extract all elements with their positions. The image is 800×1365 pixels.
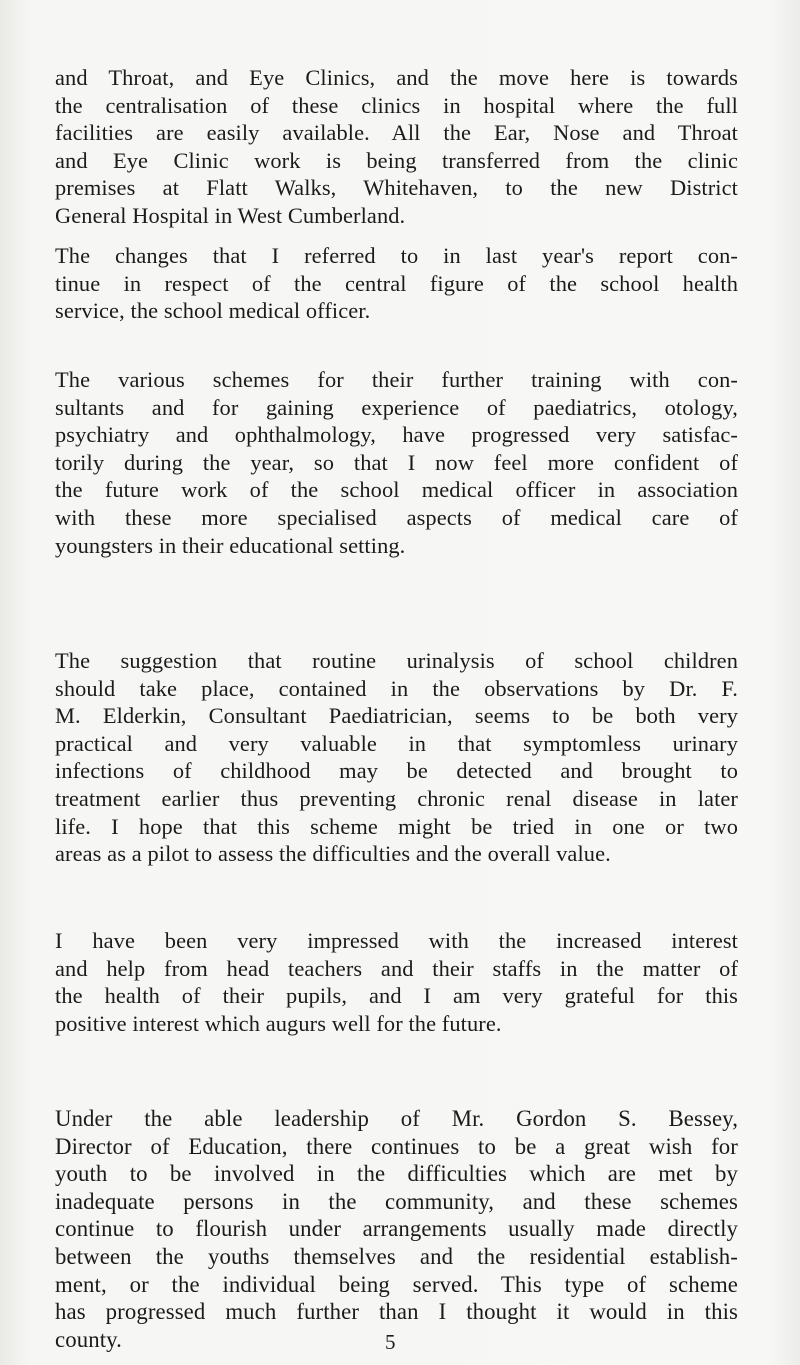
- text-line: torily during the year, so that I now feel more confident of: [55, 449, 738, 475]
- text-line: continue to flourish under arrangements usually made directly: [55, 1216, 738, 1242]
- text-line: the future work of the school medical officer in association: [55, 477, 738, 503]
- text-line: positive interest which augurs well for the future.: [55, 1010, 502, 1036]
- paragraph-head-teachers: [55, 927, 738, 1037]
- text-line: sultants and for gaining experience of paediatrics, otology,: [55, 394, 738, 420]
- paragraph-school-medical-officer: [55, 242, 738, 325]
- text-line: Director of Education, there continues to be a great wish for: [55, 1133, 738, 1159]
- page-number: 5: [385, 1330, 396, 1354]
- text-line: I have been very impressed with the increased interest: [55, 928, 738, 953]
- text-line: inadequate persons in the community, and these schemes: [55, 1188, 738, 1214]
- text-line: and help from head teachers and their staffs in the matter of: [55, 955, 738, 981]
- text-line: facilities are easily available. All the Ear, Nose and Throat: [55, 120, 738, 146]
- text-line: between the youths themselves and the residential establish-: [55, 1243, 738, 1269]
- text-line: The various schemes for their further training with con-: [55, 367, 738, 392]
- text-line: tinue in respect of the central figure of the school health: [55, 270, 738, 296]
- text-line: The suggestion that routine urinalysis of school children: [55, 648, 738, 673]
- paragraph-youth-schemes: [55, 1105, 738, 1353]
- text-line: the centralisation of these clinics in hospital where the full: [55, 92, 738, 118]
- text-line: treatment earlier thus preventing chronic renal disease in later: [55, 785, 738, 811]
- text-line: General Hospital in West Cumberland.: [55, 202, 406, 228]
- paragraph-clinics-centralisation: [55, 64, 738, 230]
- text-line: The changes that I referred to in last year's report con-: [55, 243, 738, 268]
- text-line: life. I hope that this scheme might be tried in one or two: [55, 813, 738, 839]
- text-line: youngsters in their educational setting.: [55, 532, 406, 558]
- text-line: areas as a pilot to assess the difficulties and the overall value.: [55, 841, 611, 867]
- text-line: premises at Flatt Walks, Whitehaven, to the new District: [55, 175, 738, 201]
- text-line: ment, or the individual being served. This type of scheme: [55, 1271, 738, 1297]
- text-line: psychiatry and ophthalmology, have progressed very satisfac-: [55, 422, 738, 448]
- text-line: and Eye Clinic work is being transferred from the clinic: [55, 147, 738, 173]
- paragraph-urinalysis: [55, 647, 738, 868]
- paragraph-training-schemes: [55, 366, 738, 559]
- text-line: has progressed much further than I thought it would in this: [55, 1299, 738, 1325]
- text-line: youth to be involved in the difficulties which are met by: [55, 1161, 738, 1187]
- text-line: the health of their pupils, and I am very grateful for this: [55, 983, 738, 1009]
- text-line: service, the school medical officer.: [55, 298, 371, 324]
- text-line: Under the able leadership of Mr. Gordon S. Bessey,: [55, 1106, 738, 1131]
- text-line: county.: [55, 1326, 122, 1352]
- text-line: should take place, contained in the observations by Dr. F.: [55, 675, 738, 701]
- text-line: practical and very valuable in that symptomless urinary: [55, 730, 738, 756]
- text-line: infections of childhood may be detected and brought to: [55, 758, 738, 784]
- text-line: and Throat, and Eye Clinics, and the move here is towards: [55, 65, 738, 90]
- text-line: with these more specialised aspects of medical care of: [55, 504, 738, 530]
- text-line: M. Elderkin, Consultant Paediatrician, seems to be both very: [55, 703, 738, 729]
